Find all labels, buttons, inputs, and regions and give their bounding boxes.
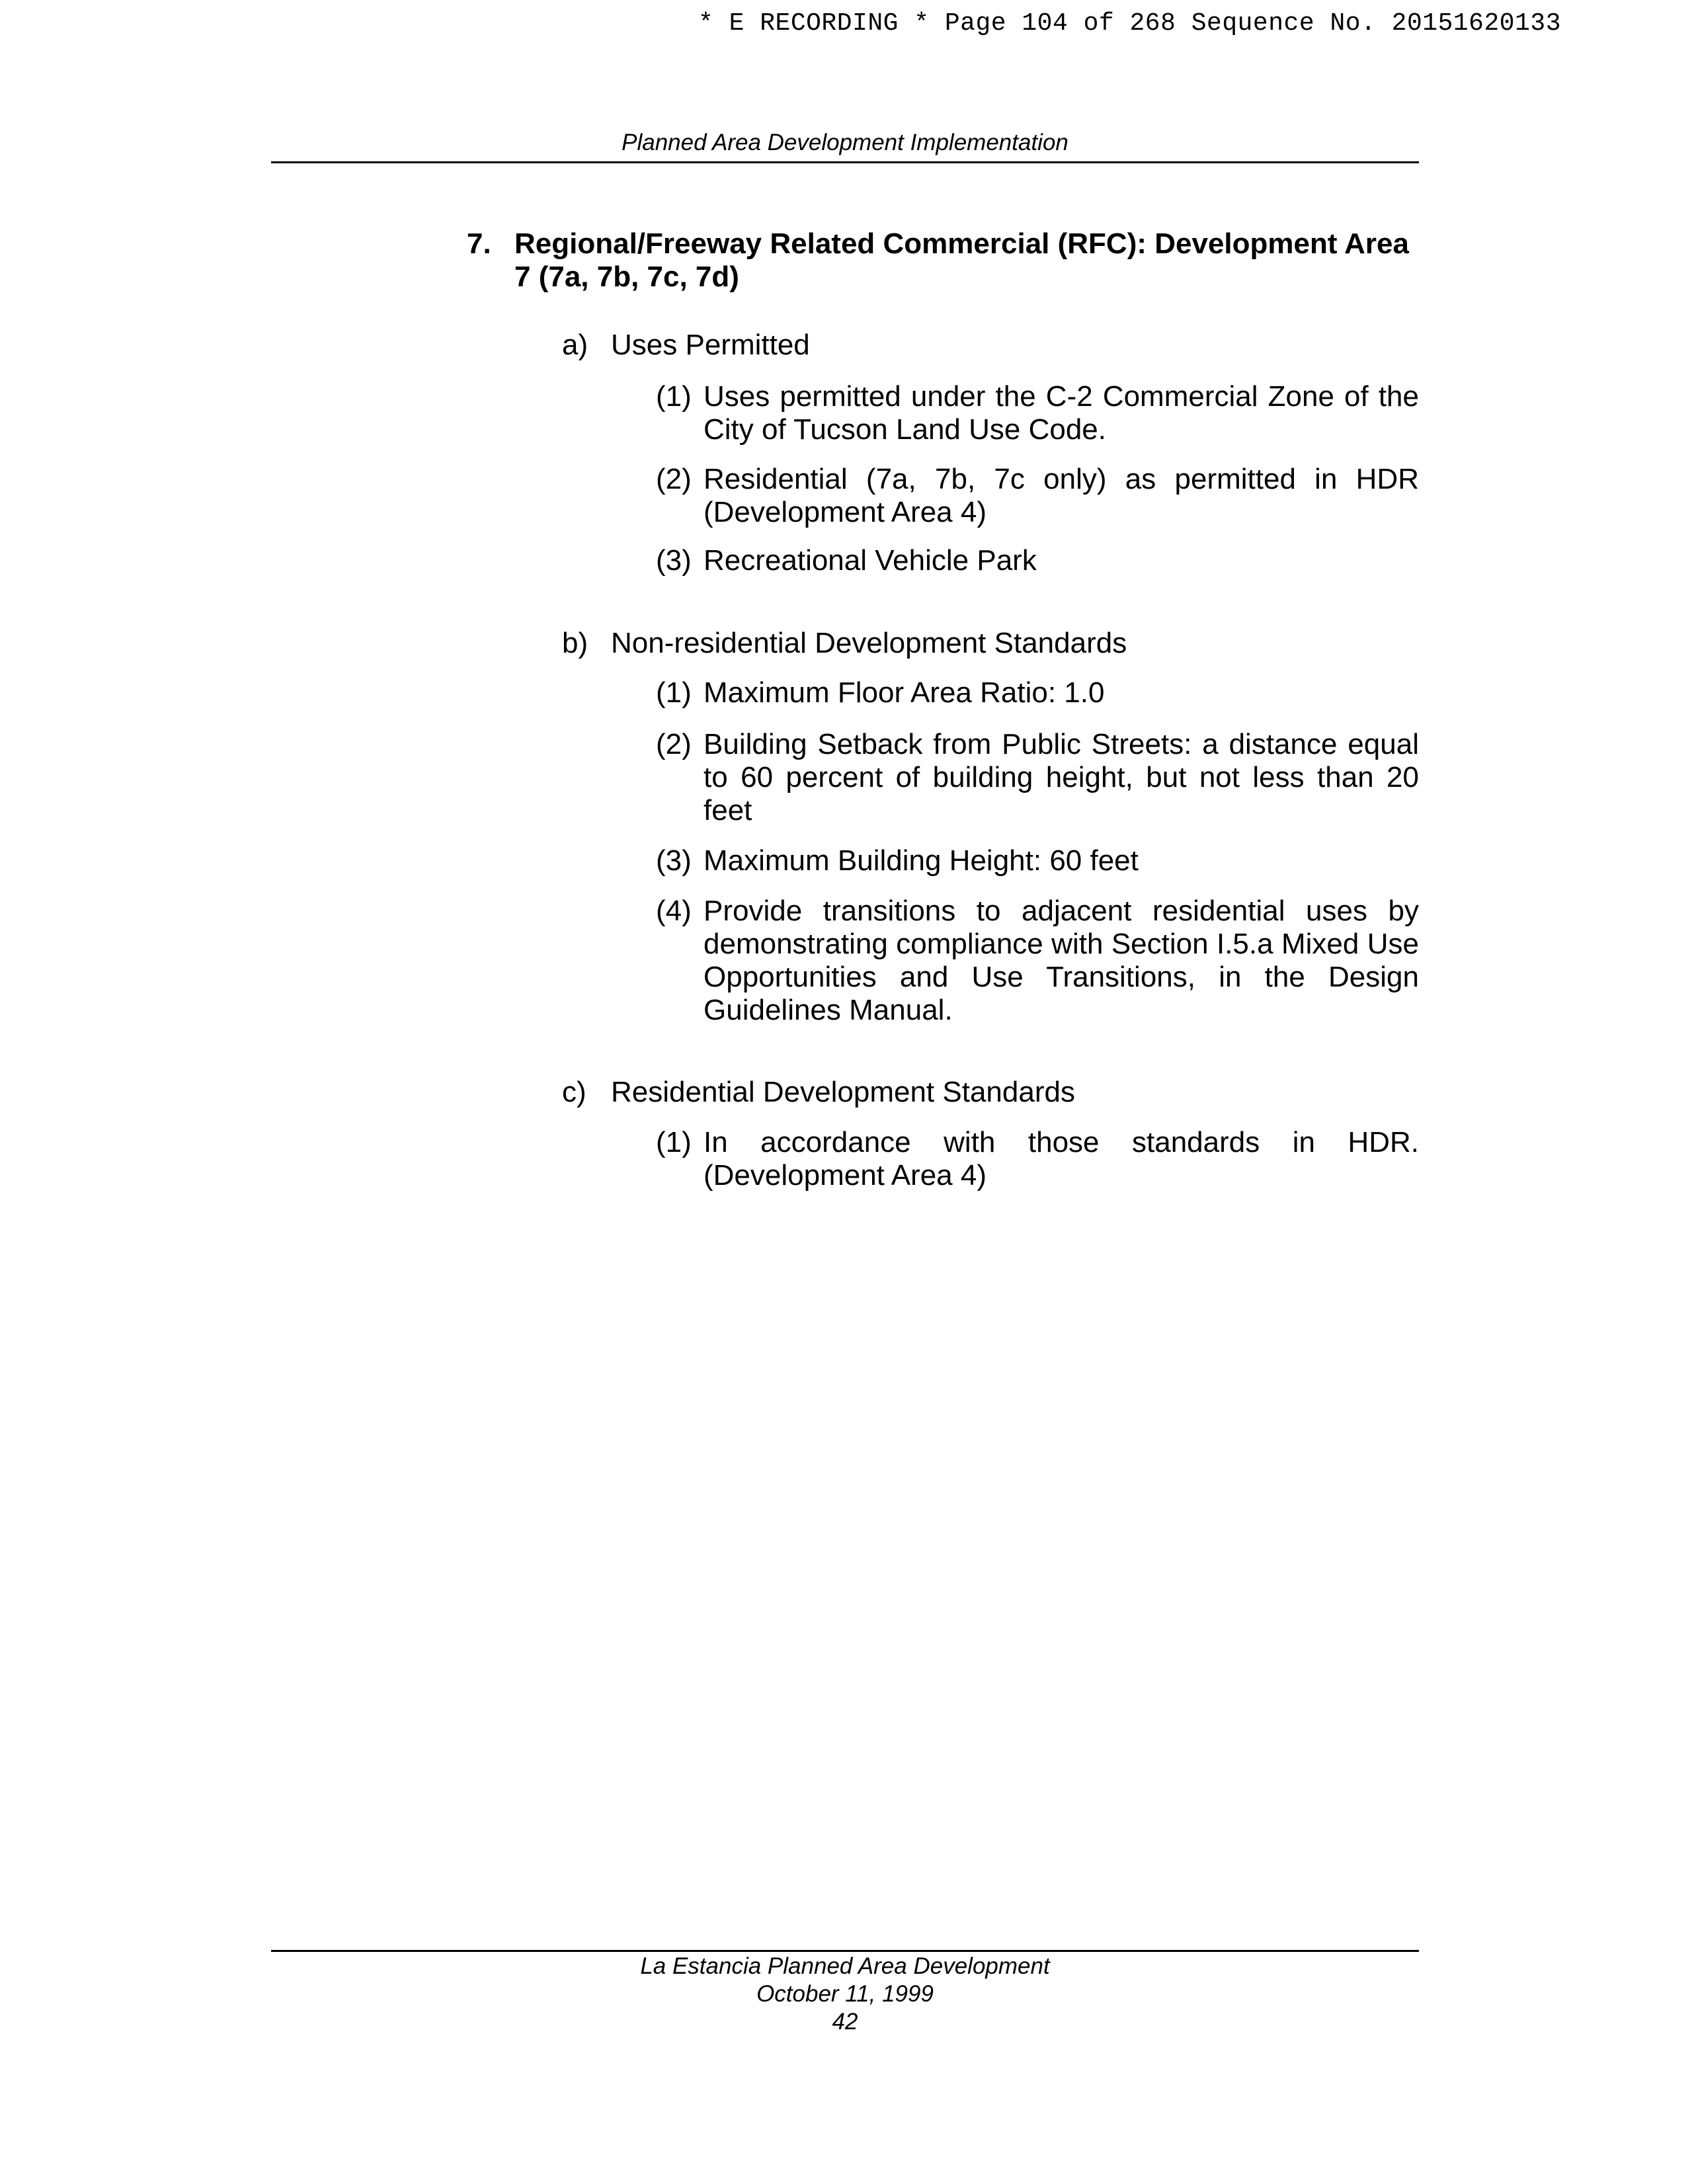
- subsection-label: a): [562, 329, 588, 361]
- item-text: Residential (7a, 7b, 7c only) as permitted in HDR (Development Area 4): [704, 463, 1419, 528]
- footer-rule: [271, 1950, 1419, 1952]
- subsection-title: Residential Development Standards: [611, 1076, 1075, 1108]
- recording-stamp: * E RECORDING * Page 104 of 268 Sequence No. 20151620133: [698, 9, 1562, 38]
- subsection-title: Uses Permitted: [611, 329, 810, 361]
- footer-date: October 11, 1999: [756, 1981, 934, 2007]
- running-header: Planned Area Development Implementation: [622, 130, 1068, 155]
- item-label: (1): [656, 1126, 692, 1158]
- item-text: In accordance with those standards in HDR. (Development Area 4): [704, 1126, 1419, 1192]
- subsection-title: Non-residential Development Standards: [611, 627, 1127, 659]
- item-label: (2): [656, 728, 692, 760]
- item-label: (3): [656, 844, 692, 877]
- header-rule: [271, 161, 1419, 163]
- item-label: (1): [656, 676, 692, 709]
- item-text: Building Setback from Public Streets: a distance equal to 60 percent of building height, but not less than 20 feet: [704, 728, 1419, 827]
- item-label: (2): [656, 463, 692, 495]
- section-title: Regional/Freeway Related Commercial (RFC): Development Area 7 (7a, 7b, 7c, 7d): [514, 227, 1409, 293]
- subsection-label: b): [562, 627, 588, 659]
- item-text: Maximum Floor Area Ratio: 1.0: [704, 676, 1105, 709]
- item-text: Provide transitions to adjacent residential uses by demonstrating compliance with Section I.5.a Mixed Use Opportunities and Use Transitions, in the Design Guidelines Manual.: [704, 895, 1419, 1026]
- item-text: Uses permitted under the C-2 Commercial Zone of the City of Tucson Land Use Code.: [704, 380, 1419, 446]
- item-text: Maximum Building Height: 60 feet: [704, 844, 1139, 877]
- subsection-label: c): [562, 1076, 586, 1108]
- item-text: Recreational Vehicle Park: [704, 544, 1037, 577]
- item-label: (4): [656, 895, 692, 927]
- section-number: 7.: [467, 227, 491, 260]
- item-label: (3): [656, 544, 692, 577]
- footer-document-title: La Estancia Planned Area Development: [640, 1953, 1050, 1979]
- page-number: 42: [832, 2009, 858, 2035]
- item-label: (1): [656, 380, 692, 413]
